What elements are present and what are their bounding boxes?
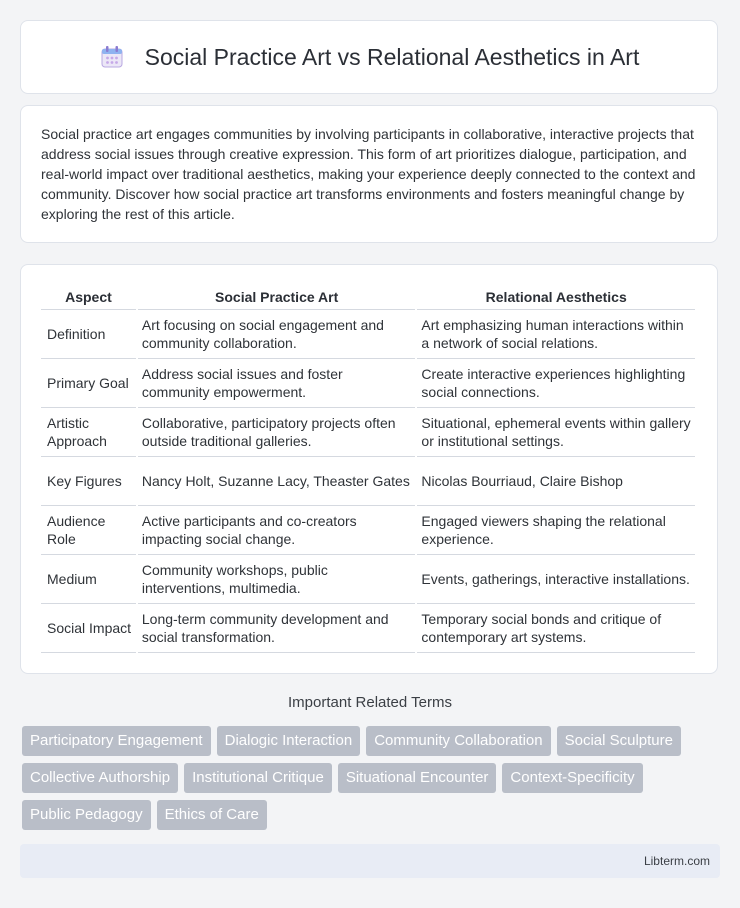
page-title [99,44,640,71]
related-term-tag[interactable]: Community Collaboration [366,726,550,756]
row-relational: Nicolas Bourriaud, Claire Bishop [417,457,695,506]
calendar-icon [99,44,125,70]
intro-paragraph: Social practice art engages communities by involving participants in collaborative, interactive projects that address social issues through creative expression. This form of art prioritizes dialogue, participation, and real-world impact over traditional aesthetics, making your experience deeply connected to the context and community. Discover how social practice art transforms environments and fosters meaningful change by exploring the rest of this article. [41,126,696,222]
related-term-tag[interactable]: Collective Authorship [22,763,178,793]
row-relational: Create interactive experiences highlighting social connections. [417,359,695,408]
row-relational: Art emphasizing human interactions within a network of social relations. [417,310,695,359]
row-social-practice: Art focusing on social engagement and community collaboration. [138,310,416,359]
table-row [41,359,695,408]
table-row [41,555,695,604]
row-social-practice: Active participants and co-creators impacting social change. [138,506,416,555]
related-terms-list [22,726,722,830]
header-relational-aesthetics: Relational Aesthetics [417,285,695,310]
row-relational: Temporary social bonds and critique of contemporary art systems. [417,604,695,653]
header-social-practice-art: Social Practice Art [138,285,416,310]
row-relational: Engaged viewers shaping the relational experience. [417,506,695,555]
related-term-tag[interactable]: Institutional Critique [184,763,332,793]
table-row [41,310,695,359]
page-title-text: Social Practice Art vs Relational Aesthetics in Art [144,43,640,70]
related-term-tag[interactable]: Ethics of Care [157,800,267,830]
table-row [41,457,695,506]
related-term-tag[interactable]: Context-Specificity [502,763,642,793]
title-card [20,20,718,94]
comparison-card [20,264,718,674]
footer-brand-link[interactable]: Libterm.com [643,854,710,868]
related-term-tag[interactable]: Dialogic Interaction [217,726,361,756]
table-row [41,506,695,555]
row-social-practice: Community workshops, public interventions, multimedia. [138,555,416,604]
row-social-practice: Nancy Holt, Suzanne Lacy, Theaster Gates [138,457,416,506]
row-aspect: Artistic Approach [41,408,136,457]
related-term-tag[interactable]: Participatory Engagement [22,726,211,756]
intro-card [20,105,718,243]
related-terms-heading: Important Related Terms [288,694,452,711]
row-aspect: Key Figures [41,457,136,506]
table-row [41,604,695,653]
row-relational: Situational, ephemeral events within gallery or institutional settings. [417,408,695,457]
header-aspect: Aspect [41,285,136,310]
related-term-tag[interactable]: Situational Encounter [338,763,497,793]
related-term-tag[interactable]: Public Pedagogy [22,800,151,830]
row-aspect: Social Impact [41,604,136,653]
row-social-practice: Long-term community development and social transformation. [138,604,416,653]
row-aspect: Audience Role [41,506,136,555]
table-row [41,408,695,457]
row-aspect: Medium [41,555,136,604]
row-social-practice: Address social issues and foster community empowerment. [138,359,416,408]
footer [20,844,720,878]
row-social-practice: Collaborative, participatory projects often outside traditional galleries. [138,408,416,457]
comparison-table [39,285,697,653]
table-header-row [41,285,695,310]
row-aspect: Definition [41,310,136,359]
related-term-tag[interactable]: Social Sculpture [557,726,681,756]
row-aspect: Primary Goal [41,359,136,408]
row-relational: Events, gatherings, interactive installations. [417,555,695,604]
